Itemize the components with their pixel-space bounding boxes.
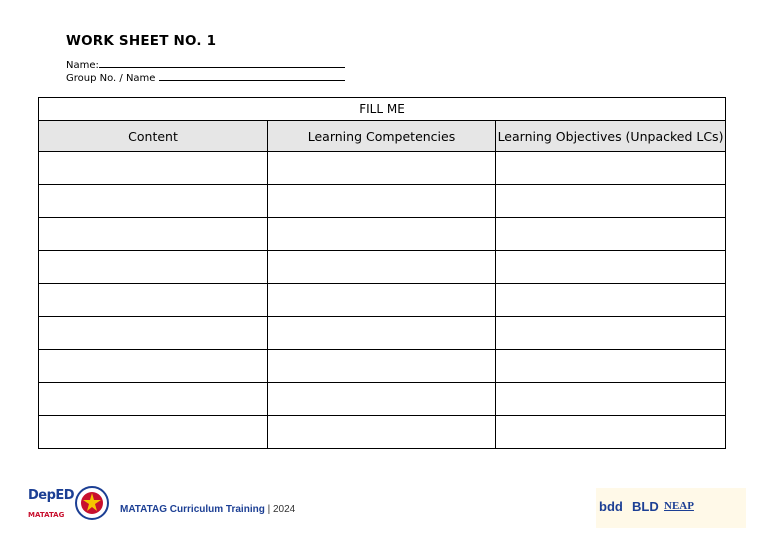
content-cell[interactable] — [39, 416, 268, 449]
name-label: Name: — [66, 60, 99, 71]
training-year: | 2024 — [267, 504, 296, 515]
competency-cell[interactable] — [268, 251, 496, 284]
table-row — [39, 317, 726, 350]
table-row — [39, 152, 726, 185]
table-row — [39, 185, 726, 218]
matatag-logo-text: MATATAG — [28, 511, 65, 519]
table-row — [39, 218, 726, 251]
objective-cell[interactable] — [496, 284, 726, 317]
table-row — [39, 284, 726, 317]
group-field — [66, 71, 345, 85]
neap-logo: NEAP — [664, 500, 694, 512]
deped-logo — [28, 488, 75, 524]
competency-cell[interactable] — [268, 317, 496, 350]
header-learning-competencies: Learning Competencies — [268, 121, 496, 152]
table-header-row — [39, 121, 726, 152]
table-row — [39, 350, 726, 383]
table-row — [39, 383, 726, 416]
group-line[interactable] — [159, 71, 345, 81]
table-row — [39, 251, 726, 284]
content-cell[interactable] — [39, 284, 268, 317]
bdd-logo: bdd — [599, 499, 623, 514]
worksheet-table — [38, 97, 726, 449]
objective-cell[interactable] — [496, 185, 726, 218]
objective-cell[interactable] — [496, 416, 726, 449]
objective-cell[interactable] — [496, 152, 726, 185]
competency-cell[interactable] — [268, 152, 496, 185]
partner-logos — [596, 488, 746, 528]
name-line[interactable] — [99, 58, 345, 68]
content-cell[interactable] — [39, 218, 268, 251]
deped-logo-text: DepED — [28, 488, 75, 503]
objective-cell[interactable] — [496, 218, 726, 251]
objective-cell[interactable] — [496, 350, 726, 383]
bld-logo: BLD — [632, 499, 659, 514]
header-content: Content — [39, 121, 268, 152]
objective-cell[interactable] — [496, 317, 726, 350]
competency-cell[interactable] — [268, 185, 496, 218]
content-cell[interactable] — [39, 383, 268, 416]
competency-cell[interactable] — [268, 218, 496, 251]
competency-cell[interactable] — [268, 383, 496, 416]
table-caption-row — [39, 98, 726, 121]
table-caption: FILL ME — [39, 98, 726, 121]
training-label-text: MATATAG Curriculum Training — [120, 504, 265, 515]
content-cell[interactable] — [39, 317, 268, 350]
content-cell[interactable] — [39, 350, 268, 383]
competency-cell[interactable] — [268, 284, 496, 317]
objective-cell[interactable] — [496, 251, 726, 284]
header-learning-objectives: Learning Objectives (Unpacked LCs) — [496, 121, 726, 152]
training-label — [120, 504, 295, 515]
competency-cell[interactable] — [268, 350, 496, 383]
table-row — [39, 416, 726, 449]
content-cell[interactable] — [39, 152, 268, 185]
bagong-pilipinas-seal-icon — [74, 485, 110, 521]
content-cell[interactable] — [39, 185, 268, 218]
worksheet-title: WORK SHEET NO. 1 — [66, 33, 217, 49]
objective-cell[interactable] — [496, 383, 726, 416]
group-label: Group No. / Name — [66, 73, 156, 84]
content-cell[interactable] — [39, 251, 268, 284]
footer — [0, 480, 768, 530]
competency-cell[interactable] — [268, 416, 496, 449]
name-field — [66, 58, 345, 72]
